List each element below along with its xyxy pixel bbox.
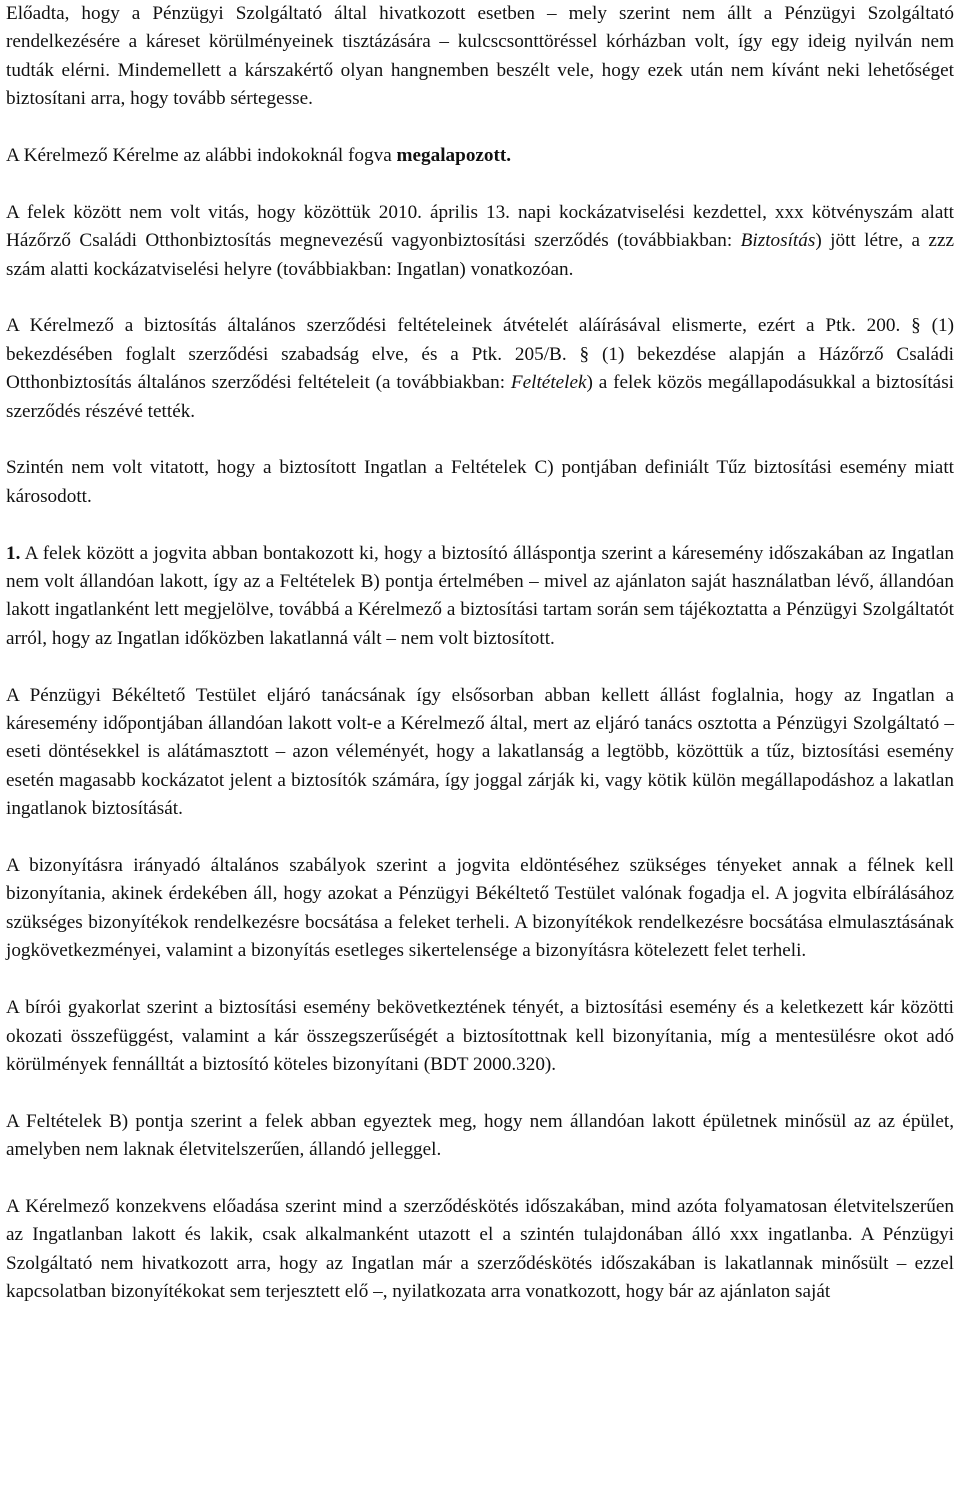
paragraph-claimant-statement	[6, 1193, 954, 1307]
paragraph-intro	[6, 0, 954, 114]
paragraph-definition	[6, 1108, 954, 1165]
bold-text: megalapozott.	[396, 145, 512, 167]
text-run: A Kérelmező a biztosítás általános szerződési feltételeinek átvételét aláírásával elismerte, ezért a Ptk. 200. § (1) bekezdésében foglalt szerződési szabadság elve, és a Ptk. 205/B. § (1) bekezdése alapján a Házőrző Családi Otthonbiztosítás általános szerződési feltételeit (a továbbiakban:	[6, 315, 954, 394]
text-run: A felek között nem volt vitás, hogy közöttük 2010. április 13. napi kockázatviselési kezdettel, xxx kötvényszám alatt Házőrző Családi Otthonbiztosítás megnevezésű vagyonbiztosítási szerződés (továbbiakban:	[6, 201, 954, 252]
bold-text: 1.	[6, 542, 21, 564]
paragraph-contract	[6, 199, 954, 284]
text-run: A Kérelmező konzekvens előadása szerint mind a szerződéskötés időszakában, mind azóta folyamatosan életvitelszerűen az Ingatlanban lakott és lakik, csak alkalmanként utazott el a szintén tulajdonában álló xxx ingatlanba. A Pénzügyi Szolgáltató nem hivatkozott arra, hogy az Ingatlan már a szerződéskötés időszakában is lakatlannak minősült – ezzel kapcsolatban bizonyítékokat sem terjesztett elő –, nyilatkozata arra vonatkozott, hogy bár az ajánlaton saját	[6, 1195, 954, 1303]
text-run: A bizonyításra irányadó általános szabályok szerint a jogvita eldöntéséhez szükséges tényeket annak a félnek kell bizonyítania, akinek érdekében áll, hogy azokat a Pénzügyi Békéltető Testület valónak fogadja el. A jogvita elbírálásához szükséges bizonyítékok rendelkezésre bocsátása a feleket terheli. A bizonyítékok rendelkezésre bocsátása elmulasztásának jogkövetkezményei, valamint a bizonyítás esetleges sikertelensége a bizonyításra kötelezett felet terheli.	[6, 855, 954, 962]
paragraph-evidence-rules	[6, 852, 954, 966]
text-run: A felek között a jogvita abban bontakozott ki, hogy a biztosító álláspontja szerint a káresemény időszakában az Ingatlan nem volt állandóan lakott, így az a Feltételek B) pontja értelmében – mivel az ajánlaton saját használatban lévő, állandóan lakott ingatlanként lett megjelölve, továbbá a Kérelmező a biztosítási tartam során sem tájékoztatta a Pénzügyi Szolgáltatót arról, hogy az Ingatlan időközben lakatlanná vált – nem volt biztosított.	[6, 542, 954, 649]
text-run: A Kérelmező Kérelme az alábbi indokoknál fogva	[6, 145, 397, 167]
text-run: Szintén nem volt vitatott, hogy a biztosított Ingatlan a Feltételek C) pontjában definiált Tűz biztosítási esemény miatt károsodott.	[6, 457, 954, 507]
italic-term: Biztosítás	[740, 230, 816, 252]
text-run: ) a felek közös megállapodásukkal a biztosítási szerződés részévé tették.	[6, 372, 954, 422]
paragraph-board-position	[6, 682, 954, 824]
paragraph-conclusion	[6, 142, 954, 170]
paragraph-dispute	[6, 540, 954, 654]
paragraph-fire-event	[6, 454, 954, 511]
paragraph-court-practice	[6, 994, 954, 1079]
paragraph-terms	[6, 312, 954, 426]
text-run: A bírói gyakorlat szerint a biztosítási esemény bekövetkeztének tényét, a biztosítási esemény és a keletkezett kár közötti okozati összefüggést, valamint a kár összegszerűségét a biztosítottnak kell bizonyítania, míg a mentesülésre okot adó körülmények fennálltát a biztosító köteles bizonyítani (BDT 2000.320).	[6, 997, 954, 1075]
italic-term: Feltételek	[510, 372, 587, 394]
text-run: ) jött létre, a zzz szám alatti kockázatviselési helyre (továbbiakban: Ingatlan) vonatkozóan.	[6, 230, 954, 280]
text-run: A Feltételek B) pontja szerint a felek abban egyeztek meg, hogy nem állandóan lakott épületnek minősül az az épület, amelyben nem laknak életvitelszerűen, állandó jelleggel.	[6, 1110, 954, 1161]
text-run: Előadta, hogy a Pénzügyi Szolgáltató által hivatkozott esetben – mely szerint nem állt a Pénzügyi Szolgáltató rendelkezésére a káreset körülményeinek tisztázására – kulcscsonttöréssel kórházban volt, így egy ideig nyilván nem tudták elérni. Mindemellett a kárszakértő olyan hangnemben beszélt vele, hogy ezek után nem kívánt neki lehetőséget biztosítani arra, hogy tovább sértegesse.	[6, 3, 954, 110]
text-run: A Pénzügyi Békéltető Testület eljáró tanácsának így elsősorban abban kellett állást foglalnia, hogy az Ingatlan a káresemény időpontjában állandóan lakott volt-e a Kérelmező által, mert az eljáró tanács osztotta a Pénzügyi Szolgáltató – eseti döntésekkel is alátámasztott – azon véleményét, hogy a lakatlanság a legtöbb, közöttük a tűz, biztosítási esemény esetén magasabb kockázatot jelent a biztosítók számára, így joggal zárják ki, vagy kötik külön megállapodáshoz a lakatlan ingatlanok biztosítását.	[6, 684, 954, 820]
